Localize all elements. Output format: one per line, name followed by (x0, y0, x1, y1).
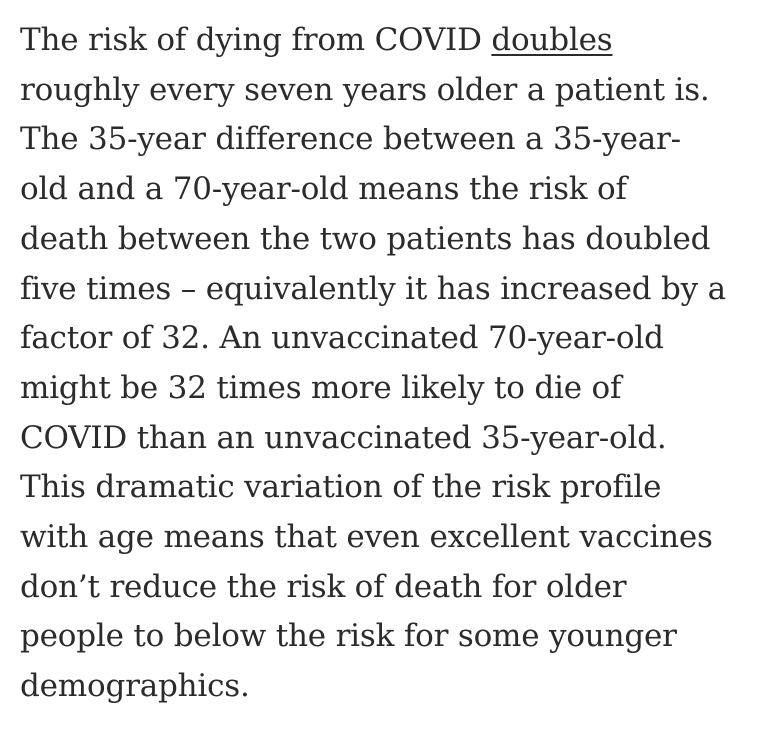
text-line-2: roughly every seven years older a patient is. (20, 71, 710, 108)
text-line-8: might be 32 times more likely to die of (20, 369, 622, 406)
text-line-11: with age means that even excellent vaccines (20, 519, 713, 556)
text-line-7: factor of 32. An unvaccinated 70-year-old (20, 320, 664, 357)
text-line-1 (20, 16, 765, 66)
text-line-10: This dramatic variation of the risk profile (20, 469, 662, 506)
doubles-link[interactable]: doubles (491, 22, 613, 58)
text-line-12: don’t reduce the risk of death for older (20, 568, 627, 605)
text-line-14: demographics. (20, 668, 250, 705)
text-line-3: The 35-year difference between a 35-year- (20, 121, 681, 158)
article-paragraph (20, 16, 765, 712)
text-line-6: five times – equivalently it has increased by a (20, 270, 726, 307)
text-line-13: people to below the risk for some younger (20, 618, 677, 655)
text-line-9: COVID than an unvaccinated 35-year-old. (20, 419, 667, 456)
text-line-1-lead: The risk of dying from COVID (20, 22, 492, 58)
text-line-5: death between the two patients has doubled (20, 220, 711, 257)
text-line-4: old and a 70-year-old means the risk of (20, 171, 627, 208)
